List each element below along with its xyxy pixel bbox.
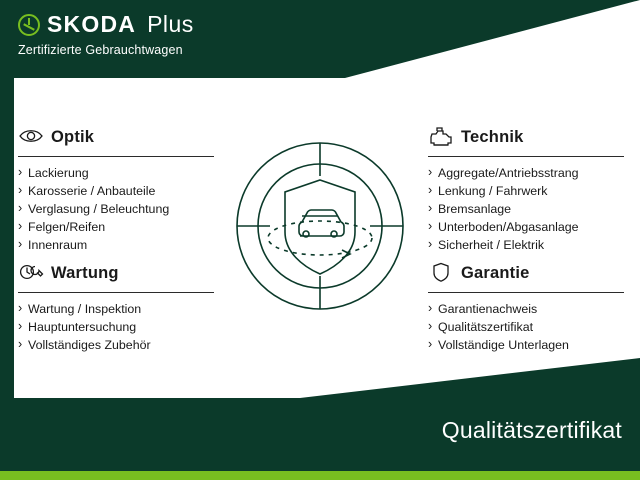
brand-tagline: Zertifizierte Gebrauchtwagen [18, 43, 183, 57]
section-wartung-rule [18, 292, 214, 293]
engine-icon [428, 126, 452, 148]
section-optik [18, 124, 214, 254]
section-technik-list [428, 164, 624, 254]
skoda-winged-arrow-icon [18, 14, 40, 36]
section-garantie-title: Garantie [461, 263, 530, 282]
brand-logo [18, 13, 194, 57]
brand-name: SKODA [47, 11, 137, 37]
footer-title: Qualitätszertifikat [441, 417, 622, 443]
sections-grid [0, 108, 640, 358]
section-technik-header [428, 124, 624, 150]
section-wartung-list [18, 300, 214, 354]
footer-accent-stripe [0, 471, 640, 480]
section-optik-list [18, 164, 214, 254]
list-item: › Aggregate/Antriebsstrang [428, 164, 624, 182]
section-optik-title: Optik [51, 127, 95, 146]
section-garantie-list [428, 300, 624, 354]
brand-logo-row [18, 13, 194, 36]
list-item: › Wartung / Inspektion [18, 300, 214, 318]
eye-icon [18, 126, 42, 148]
list-item: › Felgen/Reifen [18, 218, 214, 236]
list-item: › Garantienachweis [428, 300, 624, 318]
list-item: › Lenkung / Fahrwerk [428, 182, 624, 200]
list-item: › Vollständiges Zubehör [18, 336, 214, 354]
shield-icon [428, 262, 452, 284]
list-item: › Verglasung / Beleuchtung [18, 200, 214, 218]
list-item: › Lackierung [18, 164, 214, 182]
section-garantie-rule [428, 292, 624, 293]
section-garantie-header [428, 260, 624, 286]
list-item: › Unterboden/Abgasanlage [428, 218, 624, 236]
section-technik-title: Technik [461, 127, 524, 146]
section-wartung [18, 260, 214, 354]
section-wartung-title: Wartung [51, 263, 119, 282]
list-item: › Qualitätszertifikat [428, 318, 624, 336]
section-optik-rule [18, 156, 214, 157]
list-item: › Vollständige Unterlagen [428, 336, 624, 354]
section-wartung-header [18, 260, 214, 286]
service-wrench-icon [18, 262, 42, 284]
section-optik-header [18, 124, 214, 150]
list-item: › Bremsanlage [428, 200, 624, 218]
brand-suffix: Plus [147, 11, 194, 37]
section-technik [428, 124, 624, 254]
list-item: › Karosserie / Anbauteile [18, 182, 214, 200]
list-item: › Hauptuntersuchung [18, 318, 214, 336]
section-garantie [428, 260, 624, 354]
section-technik-rule [428, 156, 624, 157]
list-item: › Innenraum [18, 236, 214, 254]
list-item: › Sicherheit / Elektrik [428, 236, 624, 254]
